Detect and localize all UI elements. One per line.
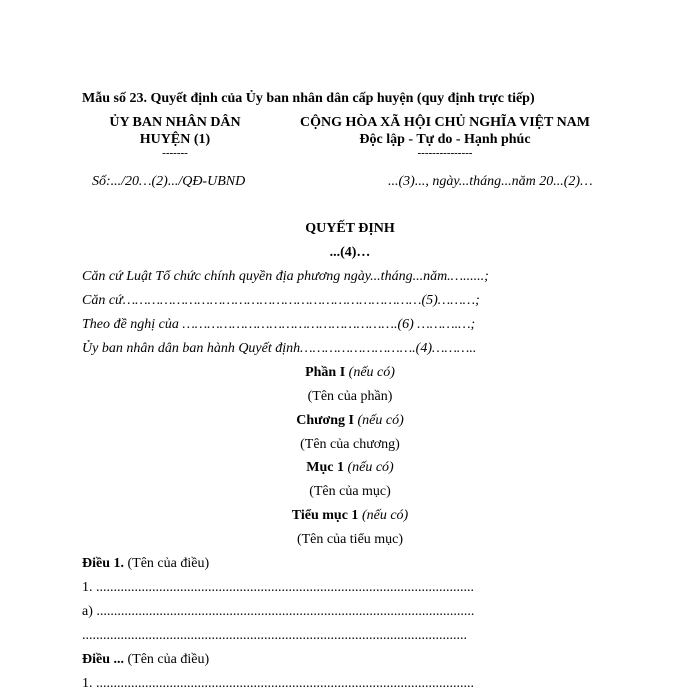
section-note: (nếu có) (347, 460, 394, 475)
chapter-name: (Tên của chương) (300, 437, 400, 452)
part-heading (0, 364, 700, 381)
article-1-continuation: .............................................................................................................. (82, 628, 467, 643)
place-and-date: ...(3)..., ngày...tháng...năm 20...(2)… (388, 174, 593, 189)
subsection-heading (0, 507, 700, 524)
agency-name-line1: ỦY BAN NHÂN DÂN (109, 115, 241, 130)
article-1-point-a: a) ............................................................................................................ (82, 604, 475, 619)
article-1-label: Điều 1. (82, 556, 124, 571)
part-name: (Tên của phần) (307, 389, 393, 404)
preamble-line-3: Theo đề nghị của …………………………………………….(6) ……….…; (82, 317, 476, 332)
chapter-heading (0, 412, 700, 429)
article-n-name: (Tên của điều) (127, 652, 210, 667)
form-title: Mẫu số 23. Quyết định của Ủy ban nhân dân cấp huyện (quy định trực tiếp) (82, 91, 535, 106)
subsection-note: (nếu có) (361, 508, 409, 523)
article-n-clause-1: 1. ............................................................................................................ (82, 676, 474, 691)
subsection-name: (Tên của tiểu mục) (296, 532, 404, 547)
preamble-line-2: Căn cứ………………………………………………………………(5)………; (82, 293, 480, 308)
agency-name-line2: HUYỆN (1) (139, 132, 211, 147)
agency-rule: ------- (162, 147, 188, 159)
article-n-label: Điều ... (82, 652, 124, 667)
part-label: Phần I (305, 365, 346, 380)
section-heading (0, 459, 700, 476)
article-1-name: (Tên của điều) (127, 556, 210, 571)
subsection-label: Tiểu mục 1 (291, 508, 359, 523)
document-subtitle: ...(4)… (329, 245, 371, 260)
article-n-heading (82, 651, 209, 668)
preamble-line-1: Căn cứ Luật Tổ chức chính quyền địa phương ngày...tháng...năm.…......; (82, 269, 489, 284)
section-label: Mục 1 (306, 460, 344, 475)
section-name: (Tên của mục) (309, 484, 391, 499)
article-1-heading (82, 555, 209, 572)
chapter-note: (nếu có) (357, 413, 404, 428)
article-1-clause-1: 1. ............................................................................................................ (82, 580, 474, 595)
preamble-line-4: Ủy ban nhân dân ban hành Quyết định……………………….(4)……….. (82, 341, 477, 356)
part-note: (nếu có) (348, 365, 395, 380)
nation-rule: --------------- (417, 147, 473, 159)
nation-name: CỘNG HÒA XÃ HỘI CHỦ NGHĨA VIỆT NAM (299, 115, 590, 130)
document-number: Số:.../20…(2).../QĐ-UBND (92, 174, 246, 189)
chapter-label: Chương I (296, 413, 355, 428)
document-title: QUYẾT ĐỊNH (305, 221, 395, 236)
nation-motto: Độc lập - Tự do - Hạnh phúc (359, 132, 531, 147)
